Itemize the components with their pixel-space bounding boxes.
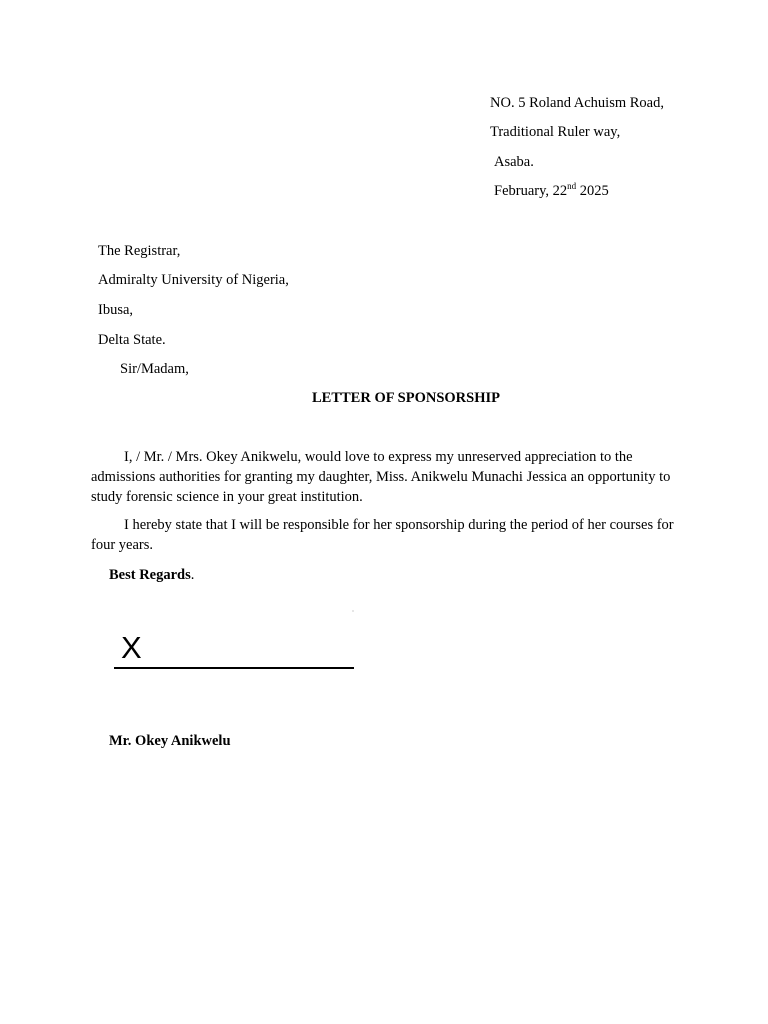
recipient-line-4: Delta State. bbox=[98, 332, 166, 348]
signature-line bbox=[114, 667, 354, 669]
signatory-name: Mr. Okey Anikwelu bbox=[109, 733, 231, 749]
date-prefix: February, 22 bbox=[494, 183, 568, 199]
sender-address-line-2: Traditional Ruler way, bbox=[490, 124, 621, 140]
letter-title: LETTER OF SPONSORSHIP bbox=[311, 390, 500, 406]
sender-address-line-1: NO. 5 Roland Achuism Road, bbox=[490, 95, 664, 111]
sender-address-line-3: Asaba. bbox=[494, 154, 534, 170]
body-paragraph-1: I, / Mr. / Mrs. Okey Anikwelu, would love to express my unreserved appreciation to the admissions authorities for granting my daughter, Miss. Anikwelu Munachi Jessica an opportunity to study forensic science in your great institution. bbox=[91, 449, 671, 505]
closing bbox=[109, 566, 194, 584]
recipient-line-1: The Registrar, bbox=[98, 243, 181, 259]
salutation: Sir/Madam, bbox=[120, 361, 189, 377]
date-ordinal-suffix: nd bbox=[567, 181, 577, 191]
body-paragraph-2: I hereby state that I will be responsible for her sponsorship during the period of her courses for four years. bbox=[91, 517, 674, 553]
closing-punct: . bbox=[190, 567, 195, 583]
signature-dot bbox=[352, 610, 354, 612]
recipient-line-2: Admiralty University of Nigeria, bbox=[98, 272, 289, 288]
date-year: 2025 bbox=[576, 183, 609, 199]
signature-mark: X bbox=[121, 630, 142, 665]
recipient-line-3: Ibusa, bbox=[98, 302, 134, 318]
closing-text: Best Regards bbox=[109, 567, 191, 583]
letter-date bbox=[494, 182, 609, 200]
